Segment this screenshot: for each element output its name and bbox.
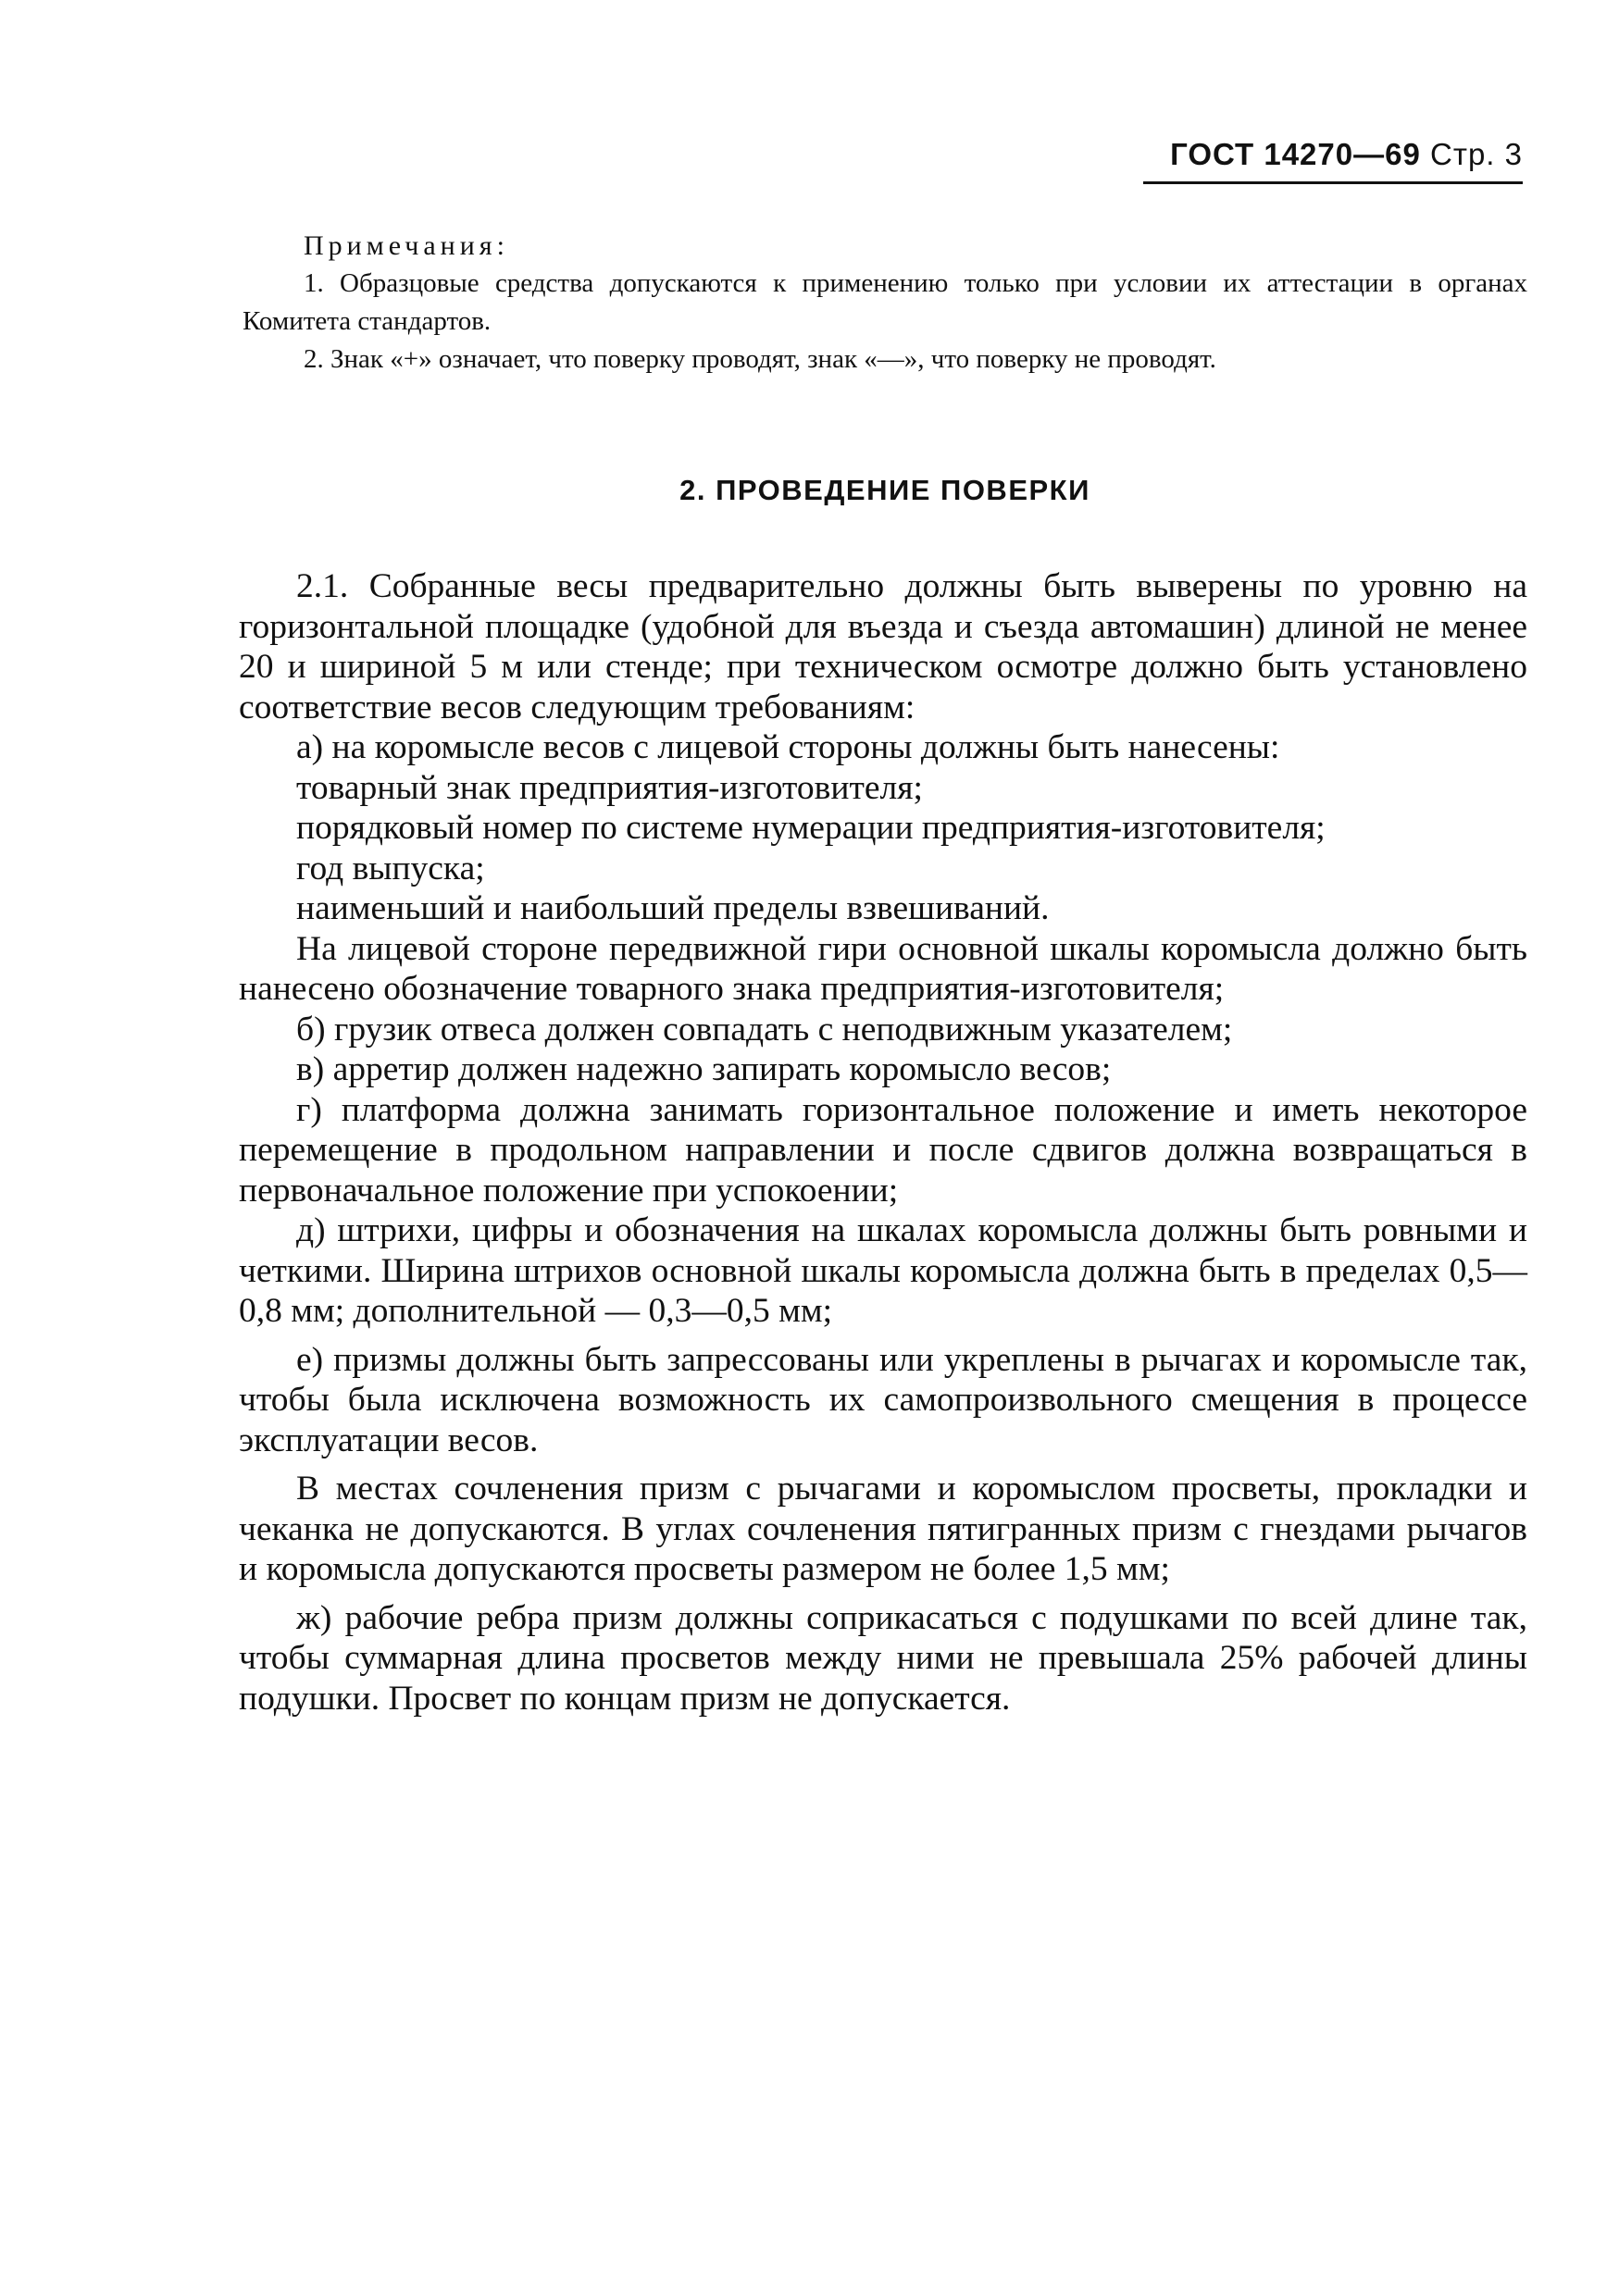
paragraph-limits: наименьший и наибольший пределы взвешиваний. xyxy=(296,889,1050,927)
paragraph-2-1: 2.1. Собранные весы предварительно должны быть выверены по уровню на горизонтальной площадке (удобной для въезда и съезда автомашин) длиной не менее 20 и шириной 5 м или стенде; при техническом осмотре должно быть установлено соответствие весов следующим требованиям: xyxy=(239,567,1527,726)
paragraph-a: а) на коромысле весов с лицевой стороны должны быть нанесены: xyxy=(296,728,1280,766)
paragraph-year: год выпуска; xyxy=(296,849,485,887)
section-title: 2. ПРОВЕДЕНИЕ ПОВЕРКИ xyxy=(679,474,1090,506)
paragraph-weight-marking: На лицевой стороне передвижной гири основной шкалы коромысла должно быть нанесено обозначение товарного знака предприятия-изготовителя; xyxy=(239,929,1527,1008)
page-header xyxy=(1143,137,1523,187)
paragraph-joints: В местах сочленения призм с рычагами и коромыслом просветы, прокладки и чеканка не допускаются. В углах сочленения пятигранных призм с гнездами рычагов и коромысла допускаются просветы размером не более 1,5 мм; xyxy=(239,1470,1527,1588)
paragraph-g: г) платформа должна занимать горизонтальное положение и иметь некоторое перемещение в продольном направлении и после сдвигов должна возвращаться в первоначальное положение при успокоении; xyxy=(239,1090,1527,1210)
paragraph-d: д) штрихи, цифры и обозначения на шкалах коромысла должны быть ровными и четкими. Ширина штрихов основной шкалы коромысла должна быть в пределах 0,5—0,8 мм; дополнительной — 0,3—0,5 мм; xyxy=(239,1211,1527,1330)
note-item-1: 1. Образцовые средства допускаются к применению только при условии их аттестации в органах Комитета стандартов. xyxy=(243,268,1527,336)
paragraph-e: е) призмы должны быть запрессованы или укреплены в рычагах и коромысле так, чтобы была исключена возможность их самопроизвольного смещения в процессе эксплуатации весов. xyxy=(239,1340,1527,1459)
paragraph-zh: ж) рабочие ребра призм должны соприкасаться с подушками по всей длине так, чтобы суммарная длина просветов между ними не превышала 25% рабочей длины подушки. Просвет по концам призм не допускается. xyxy=(239,1598,1527,1718)
note-item-2: 2. Знак «+» означает, что поверку проводят, знак «—», что поверку не проводят. xyxy=(304,344,1216,374)
notes-block xyxy=(243,227,1527,379)
notes-title: Примечания: xyxy=(304,230,509,261)
paragraph-trademark: товарный знак предприятия-изготовителя; xyxy=(296,768,923,807)
page-number: Стр. 3 xyxy=(1430,137,1523,171)
paragraph-v: в) арретир должен надежно запирать коромысло весов; xyxy=(296,1050,1112,1088)
header-text xyxy=(1170,137,1523,172)
document-id: ГОСТ 14270—69 xyxy=(1170,137,1421,171)
header-rule xyxy=(1143,181,1523,184)
paragraph-serial-number: порядковый номер по системе нумерации предприятия-изготовителя; xyxy=(296,809,1326,847)
paragraph-b: б) грузик отвеса должен совпадать с неподвижным указателем; xyxy=(296,1010,1233,1049)
section-body xyxy=(239,566,1527,1719)
